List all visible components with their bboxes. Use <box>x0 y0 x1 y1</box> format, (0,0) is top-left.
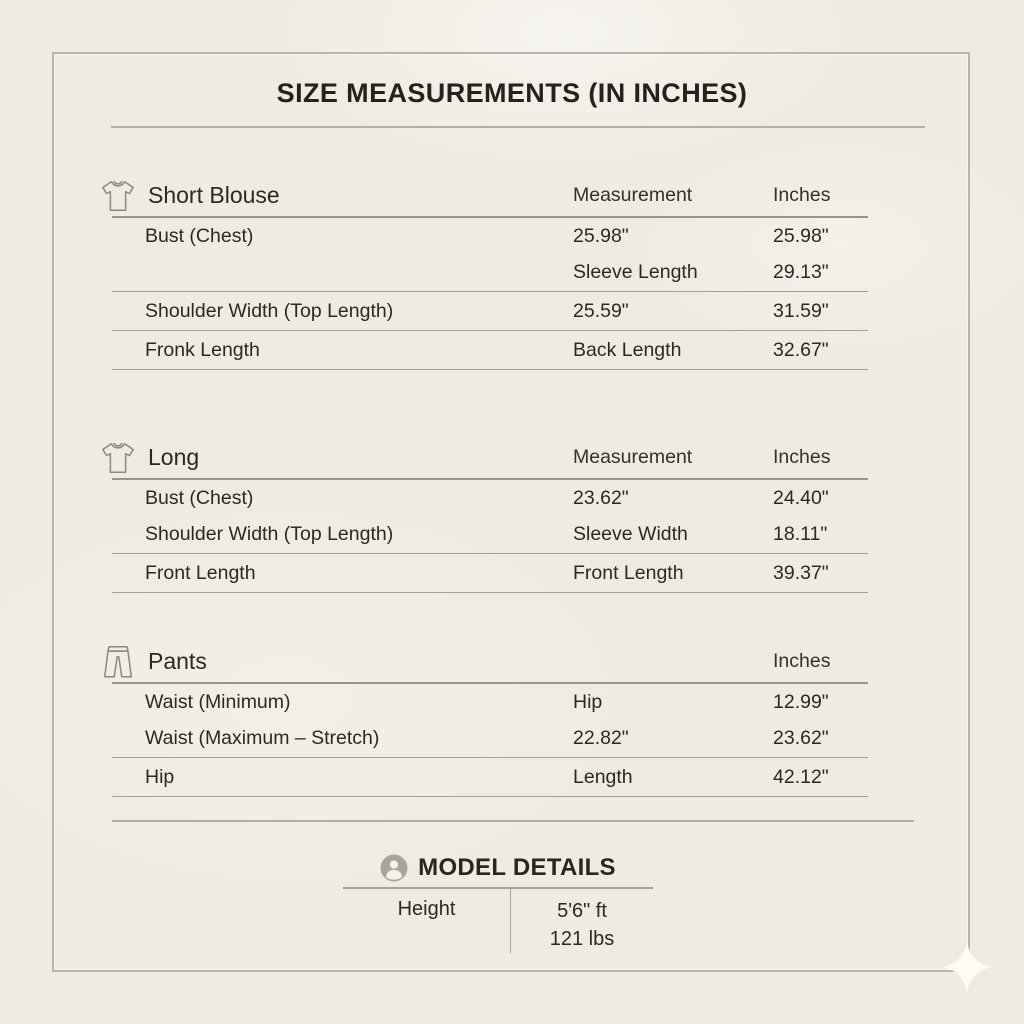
section-title: Long <box>148 444 200 470</box>
sparkle-icon <box>940 940 994 994</box>
table-row <box>112 218 868 254</box>
row-inches: 32.67" <box>773 338 829 361</box>
row-inches: 23.62" <box>773 727 829 749</box>
column-header-measurement: Measurement <box>573 446 693 468</box>
table-row <box>112 758 868 797</box>
footer-divider <box>112 820 914 822</box>
table-row <box>112 720 868 758</box>
column-header-inches: Inches <box>773 650 831 672</box>
row-label: Waist (Maximum – Stretch) <box>145 727 380 749</box>
row-label: Front Length <box>145 561 256 584</box>
row-label: Fronk Length <box>145 338 260 361</box>
section-header <box>112 175 868 218</box>
row-measurement: 25.59" <box>573 299 629 322</box>
model-details-header <box>343 849 653 889</box>
row-measurement: 23.62" <box>573 486 629 509</box>
model-details <box>343 849 653 953</box>
row-measurement: 25.98" <box>573 224 629 247</box>
column-header-measurement: Measurement <box>573 184 693 206</box>
row-inches: 25.98" <box>773 224 829 247</box>
table-row <box>112 480 868 516</box>
row-measurement: 22.82" <box>573 727 629 749</box>
model-details-title: MODEL DETAILS <box>418 854 616 881</box>
table-row <box>112 254 868 292</box>
section-header <box>112 641 868 684</box>
table-row <box>112 554 868 593</box>
section-long <box>112 437 868 593</box>
row-label: Bust (Chest) <box>145 486 254 509</box>
row-inches: 24.40" <box>773 486 829 509</box>
row-inches: 29.13" <box>773 261 829 283</box>
pants-icon <box>99 643 137 681</box>
row-inches: 31.59" <box>773 299 829 322</box>
row-label: Bust (Chest) <box>145 224 254 247</box>
person-icon <box>380 854 408 882</box>
row-inches: 12.99" <box>773 690 829 713</box>
row-label: Shoulder Width (Top Length) <box>145 299 394 322</box>
row-inches: 42.12" <box>773 765 829 788</box>
section-title: Short Blouse <box>148 182 280 208</box>
row-inches: 39.37" <box>773 561 829 584</box>
model-height-label: Height <box>397 898 456 920</box>
tshirt-icon <box>99 439 137 477</box>
row-label: Hip <box>145 765 175 788</box>
tshirt-icon <box>99 177 137 215</box>
row-measurement: Front Length <box>573 561 684 584</box>
table-row <box>112 292 868 331</box>
table-row <box>112 331 868 370</box>
row-measurement: Length <box>573 765 633 788</box>
row-label: Waist (Minimum) <box>145 690 291 713</box>
row-measurement: Sleeve Length <box>573 261 698 283</box>
row-measurement: Sleeve Width <box>573 523 688 545</box>
row-measurement: Hip <box>573 690 603 713</box>
title-divider <box>111 126 925 128</box>
model-details-body <box>343 889 653 953</box>
section-short-blouse <box>112 175 868 370</box>
row-inches: 18.11" <box>773 523 828 545</box>
row-measurement: Back Length <box>573 338 682 361</box>
section-pants <box>112 641 868 797</box>
row-label: Shoulder Width (Top Length) <box>145 523 394 545</box>
table-row <box>112 516 868 554</box>
model-values <box>510 889 653 953</box>
model-height-value: 5'6" ft <box>557 900 607 922</box>
table-row <box>112 684 868 720</box>
section-header <box>112 437 868 480</box>
page-title: SIZE MEASUREMENTS (IN INCHES) <box>276 78 748 108</box>
section-title: Pants <box>148 648 207 674</box>
model-weight-value: 121 lbs <box>549 928 615 950</box>
column-header-inches: Inches <box>773 184 831 206</box>
column-header-inches: Inches <box>773 446 831 468</box>
